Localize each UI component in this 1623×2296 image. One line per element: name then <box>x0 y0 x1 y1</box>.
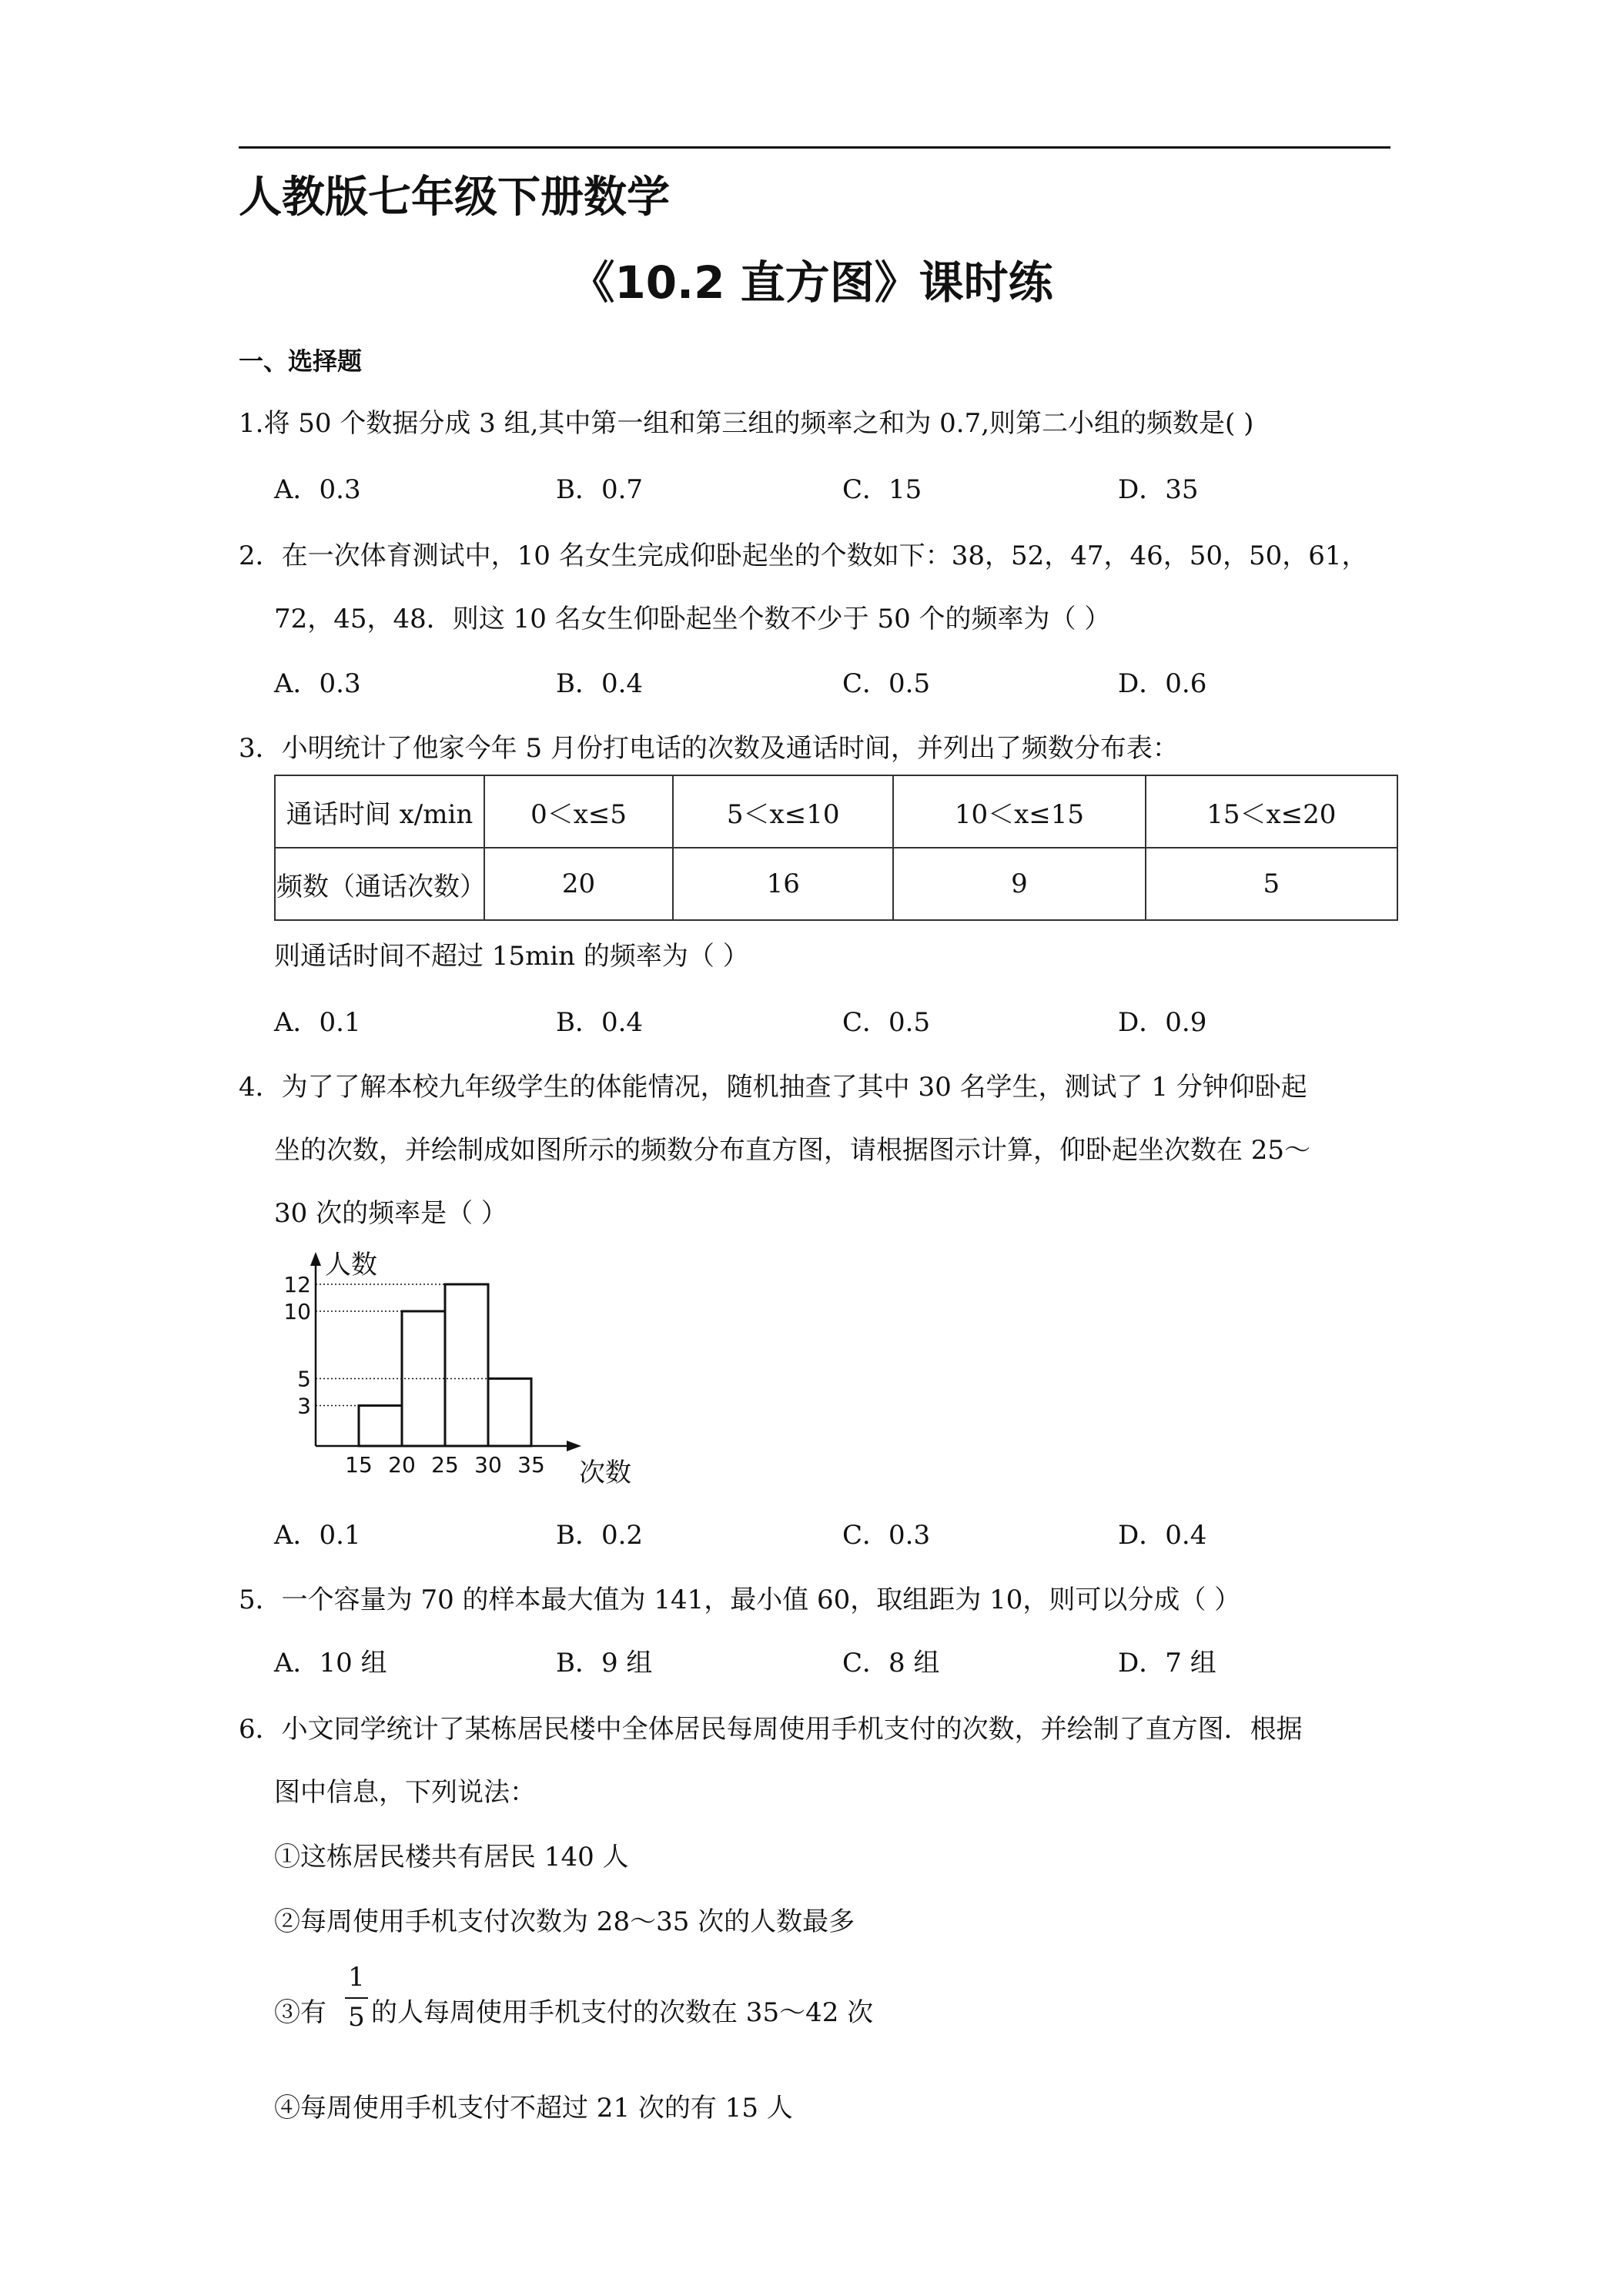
q5-option-b: B．9 组 <box>556 1648 653 1678</box>
q2-line1: 2．在一次体育测试中，10 名女生完成仰卧起坐的个数如下：38，52，47，46，50，50，61， <box>239 541 1368 571</box>
q4-option-c: C．0.3 <box>842 1520 931 1551</box>
q2-line2: 72，45，48．则这 10 名女生仰卧起坐个数不少于 50 个的频率为（ ） <box>274 604 1111 634</box>
table-cell: 16 <box>673 848 893 920</box>
q3-option-d: D．0.9 <box>1118 1007 1207 1038</box>
q4-line1: 4．为了了解本校九年级学生的体能情况，随机抽查了其中 30 名学生，测试了 1 分钟仰卧起 <box>239 1072 1307 1103</box>
q1-option-b: B．0.7 <box>556 474 644 505</box>
fraction-bar <box>345 1997 368 1999</box>
q5-option-a: A．10 组 <box>274 1648 387 1678</box>
q6-statement-2: ②每周使用手机支付次数为 28～35 次的人数最多 <box>274 1906 855 1937</box>
histogram-bar <box>445 1284 488 1446</box>
x-tick-label: 15 <box>345 1452 373 1478</box>
q1-option-a: A．0.3 <box>274 474 361 505</box>
x-axis-arrow <box>567 1441 581 1451</box>
table-cell: 9 <box>893 848 1145 920</box>
q3-option-c: C．0.5 <box>842 1007 931 1038</box>
y-tick-label: 12 <box>283 1272 311 1297</box>
q4-option-d: D．0.4 <box>1118 1520 1207 1551</box>
table-cell: 5 <box>1146 848 1397 920</box>
q2-option-b: B．0.4 <box>556 668 644 699</box>
y-tick-label: 10 <box>283 1299 311 1324</box>
q6-statement-3-prefix: ③有 <box>274 1997 326 2028</box>
histogram-chart <box>269 1247 631 1501</box>
frequency-table <box>274 775 1398 921</box>
y-tick-label: 3 <box>297 1393 311 1419</box>
q2-option-d: D．0.6 <box>1118 668 1207 699</box>
fraction-denominator: 5 <box>348 2002 365 2033</box>
q3-option-b: B．0.4 <box>556 1007 644 1038</box>
q6-statement-4: ④每周使用手机支付不超过 21 次的有 15 人 <box>274 2093 793 2124</box>
q3-option-a: A．0.1 <box>274 1007 361 1038</box>
doc-subtitle: 《10.2 直方图》课时练 <box>570 256 1053 309</box>
table-row <box>275 775 1397 848</box>
y-tick-label: 5 <box>297 1366 311 1392</box>
q6-line2: 图中信息，下列说法： <box>274 1777 536 1808</box>
x-tick-label: 20 <box>388 1452 416 1478</box>
x-axis-label: 次数 <box>579 1458 631 1488</box>
table-cell: 10＜x≤15 <box>893 775 1145 848</box>
table-cell: 20 <box>484 848 673 920</box>
header-rule <box>239 146 1390 149</box>
table-cell: 0＜x≤5 <box>484 775 673 848</box>
section-heading: 一、选择题 <box>239 346 363 376</box>
q5-option-c: C．8 组 <box>842 1648 940 1678</box>
q1-text: 1.将 50 个数据分成 3 组,其中第一组和第三组的频率之和为 0.7,则第二小组的频数是( ) <box>239 408 1254 439</box>
x-tick-label: 25 <box>431 1452 459 1478</box>
q6-statement-1: ①这栋居民楼共有居民 140 人 <box>274 1842 629 1873</box>
q1-option-d: D．35 <box>1118 474 1199 505</box>
q4-option-b: B．0.2 <box>556 1520 644 1551</box>
q4-line2: 坐的次数，并绘制成如图所示的频数分布直方图，请根据图示计算，仰卧起坐次数在 25～ <box>274 1135 1311 1166</box>
y-axis-arrow <box>310 1252 321 1266</box>
table-header-cell: 通话时间 x/min <box>275 775 484 848</box>
y-axis-label: 人数 <box>325 1250 377 1280</box>
x-tick-label: 30 <box>474 1452 502 1478</box>
q3-question: 则通话时间不超过 15min 的频率为（ ） <box>274 941 749 972</box>
q3-text: 3．小明统计了他家今年 5 月份打电话的次数及通话时间，并列出了频数分布表： <box>239 733 1179 764</box>
q4-option-a: A．0.1 <box>274 1520 361 1551</box>
q6-line1: 6．小文同学统计了某栋居民楼中全体居民每周使用手机支付的次数，并绘制了直方图．根据 <box>239 1714 1303 1745</box>
q2-option-c: C．0.5 <box>842 668 931 699</box>
q1-option-c: C．15 <box>842 474 922 505</box>
q5-text: 5．一个容量为 70 的样本最大值为 141，最小值 60，取组距为 10，则可以分成（ ） <box>239 1585 1241 1615</box>
doc-title: 人教版七年级下册数学 <box>239 172 670 223</box>
histogram-bar <box>488 1379 531 1447</box>
table-row <box>275 848 1397 920</box>
q6-statement-3-suffix: 的人每周使用手机支付的次数在 35～42 次 <box>371 1997 874 2028</box>
q2-option-a: A．0.3 <box>274 668 361 699</box>
q5-option-d: D．7 组 <box>1118 1648 1216 1678</box>
x-tick-label: 35 <box>517 1452 545 1478</box>
fraction-numerator: 1 <box>348 1962 365 1993</box>
q4-line3: 30 次的频率是（ ） <box>274 1198 507 1229</box>
table-cell: 5＜x≤10 <box>673 775 893 848</box>
histogram-bar <box>359 1406 402 1447</box>
table-header-cell: 频数（通话次数） <box>275 848 484 920</box>
table-cell: 15＜x≤20 <box>1146 775 1397 848</box>
